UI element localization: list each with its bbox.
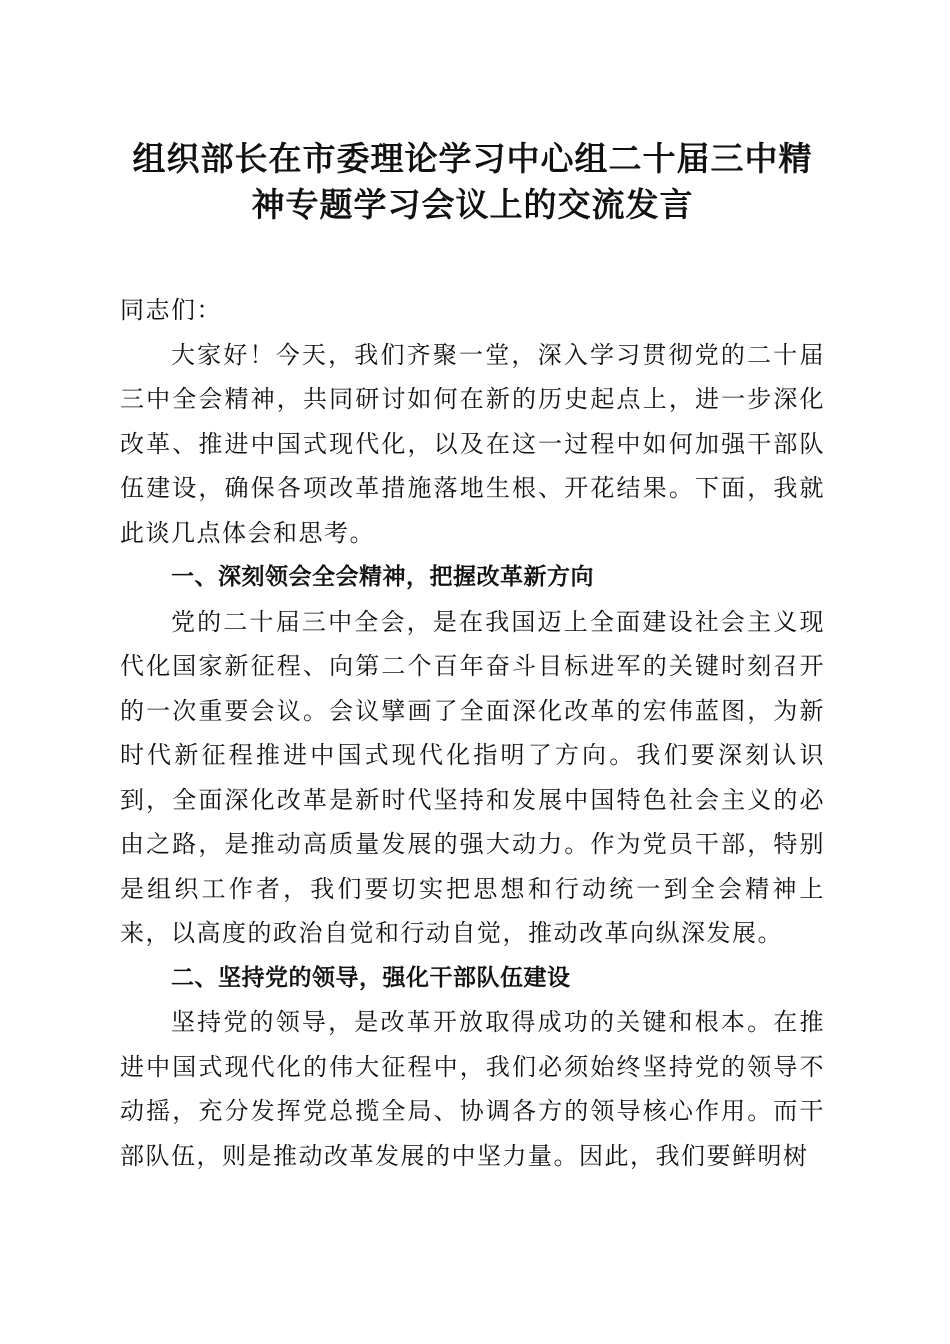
section-1-heading: 一、深刻领会全会精神，把握改革新方向 xyxy=(171,564,594,590)
title-line-2: 神专题学习会议上的交流发言 xyxy=(251,185,694,224)
section-2-heading: 二、坚持党的领导，强化干部队伍建设 xyxy=(171,964,571,991)
title-line-1: 组织部长在市委理论学习中心组二十届三中精 xyxy=(132,139,813,178)
document-page xyxy=(120,0,825,1178)
document-body xyxy=(120,288,825,1178)
document-title xyxy=(120,136,825,228)
section-2-paragraph: 坚持党的领导，是改革开放取得成功的关键和根本。在推进中国式现代化的伟大征程中，我们必须始终坚持党的领导不动摇，充分发挥党总揽全局、协调各方的领导核心作用。而干部队伍，则是推动改革发展的中坚力量。因此，我们要鲜明树 xyxy=(120,1008,825,1170)
salutation: 同志们： xyxy=(120,296,222,324)
section-1-paragraph: 党的二十届三中全会，是在我国迈上全面建设社会主义现代化国家新征程、向第二个百年奋斗目标进军的关键时刻召开的一次重要会议。会议擘画了全面深化改革的宏伟蓝图，为新时代新征程推进中国式现代化指明了方向。我们要深刻认识到，全面深化改革是新时代坚持和发展中国特色社会主义的必由之路，是推动高质量发展的强大动力。作为党员干部，特别是组织工作者，我们要切实把思想和行动统一到全会精神上来，以高度的政治自觉和行动自觉，推动改革向纵深发展。 xyxy=(120,607,825,947)
intro-paragraph: 大家好！今天，我们齐聚一堂，深入学习贯彻党的二十届三中全会精神，共同研讨如何在新的历史起点上，进一步深化改革、推进中国式现代化，以及在这一过程中如何加强干部队伍建设，确保各项改革措施落地生根、开花结果。下面，我就此谈几点体会和思考。 xyxy=(120,340,825,547)
